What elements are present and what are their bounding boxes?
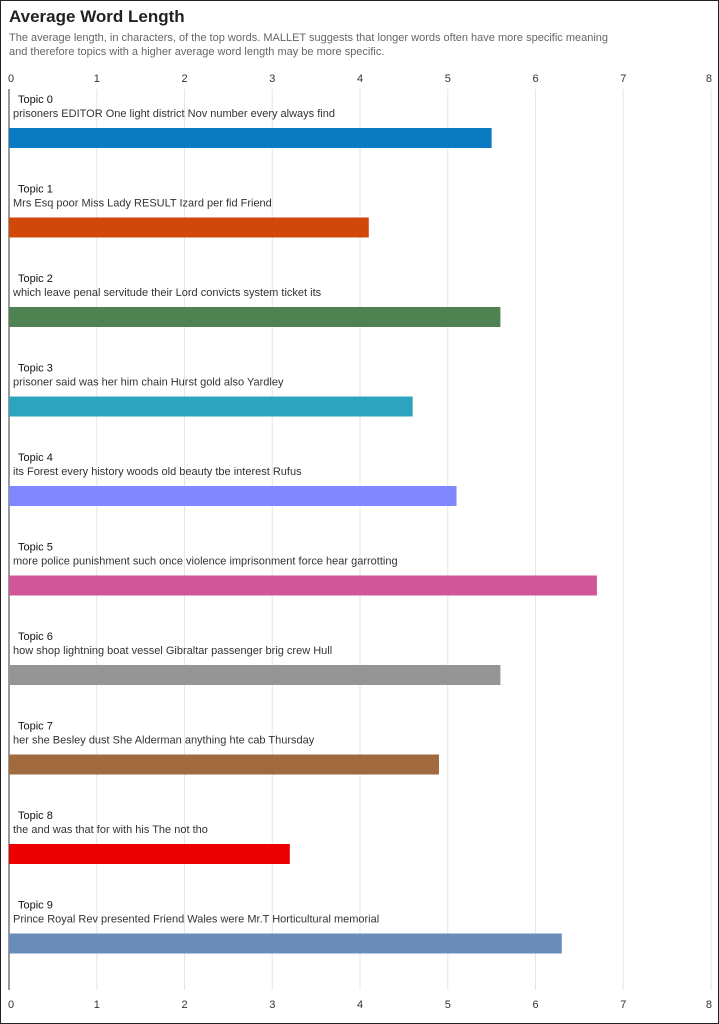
- x-tick-label-top: 5: [444, 73, 451, 85]
- topic-label: Topic 3: [18, 362, 53, 375]
- topic-words: prisoners EDITOR One light district Nov number every always find: [13, 108, 335, 120]
- bar: [9, 128, 492, 148]
- x-tick-label-bottom: 4: [356, 999, 364, 1011]
- x-tick-label-bottom: 6: [532, 999, 539, 1011]
- bar: [9, 576, 597, 596]
- bar: [9, 665, 500, 685]
- topic-words: how shop lightning boat vessel Gibraltar passenger brig crew Hull: [13, 645, 333, 657]
- x-tick-label-bottom: 5: [444, 999, 451, 1011]
- x-tick-label-top: 8: [705, 73, 712, 85]
- x-tick-label-bottom: 3: [269, 999, 276, 1011]
- x-tick-label-bottom: 0: [8, 999, 15, 1011]
- topic-label: Topic 5: [18, 541, 53, 554]
- bar: [9, 844, 290, 864]
- x-tick-label-top: 4: [356, 73, 364, 85]
- x-tick-label-bottom: 8: [705, 999, 712, 1011]
- x-tick-label-top: 3: [269, 73, 276, 85]
- topic-words: its Forest every history woods old beauty tbe interest Rufus: [13, 466, 302, 478]
- bar: [9, 218, 369, 238]
- bar: [9, 307, 500, 327]
- topic-words: prisoner said was her him chain Hurst gold also Yardley: [13, 376, 284, 389]
- topic-label: Topic 0: [18, 94, 53, 106]
- x-tick-label-top: 7: [620, 73, 627, 85]
- bar: [9, 934, 562, 954]
- topic-label: Topic 9: [18, 899, 53, 912]
- x-tick-label-top: 2: [181, 73, 188, 85]
- topic-words: the and was that for with his The not tho: [13, 824, 208, 836]
- chart-title: Average Word Length: [9, 7, 185, 26]
- bar: [9, 755, 439, 775]
- x-tick-label-top: 0: [8, 73, 15, 85]
- topic-label: Topic 7: [18, 720, 53, 733]
- x-tick-label-top: 1: [93, 73, 100, 85]
- topic-words: her she Besley dust She Alderman anything hte cab Thursday: [13, 734, 315, 747]
- x-tick-label-top: 6: [532, 73, 539, 85]
- topic-label: Topic 6: [18, 631, 53, 643]
- topic-words: which leave penal servitude their Lord convicts system ticket its: [13, 287, 322, 299]
- topic-words: more police punishment such once violence imprisonment force hear garrotting: [13, 555, 398, 568]
- topic-label: Topic 2: [18, 273, 53, 285]
- topic-label: Topic 4: [18, 452, 53, 464]
- x-tick-label-bottom: 2: [181, 999, 188, 1011]
- topic-words: Prince Royal Rev presented Friend Wales were Mr.T Horticultural memorial: [13, 913, 380, 926]
- topic-words: Mrs Esq poor Miss Lady RESULT Izard per fid Friend: [13, 197, 272, 210]
- topic-label: Topic 8: [18, 810, 53, 822]
- bar: [9, 486, 457, 506]
- x-tick-label-bottom: 7: [620, 999, 627, 1011]
- chart-subtitle: The average length, in characters, of the top words. MALLET suggests that longer words often have more specific meaning and therefore topics with a higher average word length may be more specific.: [9, 32, 609, 58]
- topic-label: Topic 1: [18, 183, 53, 196]
- x-tick-label-bottom: 1: [93, 999, 100, 1011]
- bar: [9, 397, 413, 417]
